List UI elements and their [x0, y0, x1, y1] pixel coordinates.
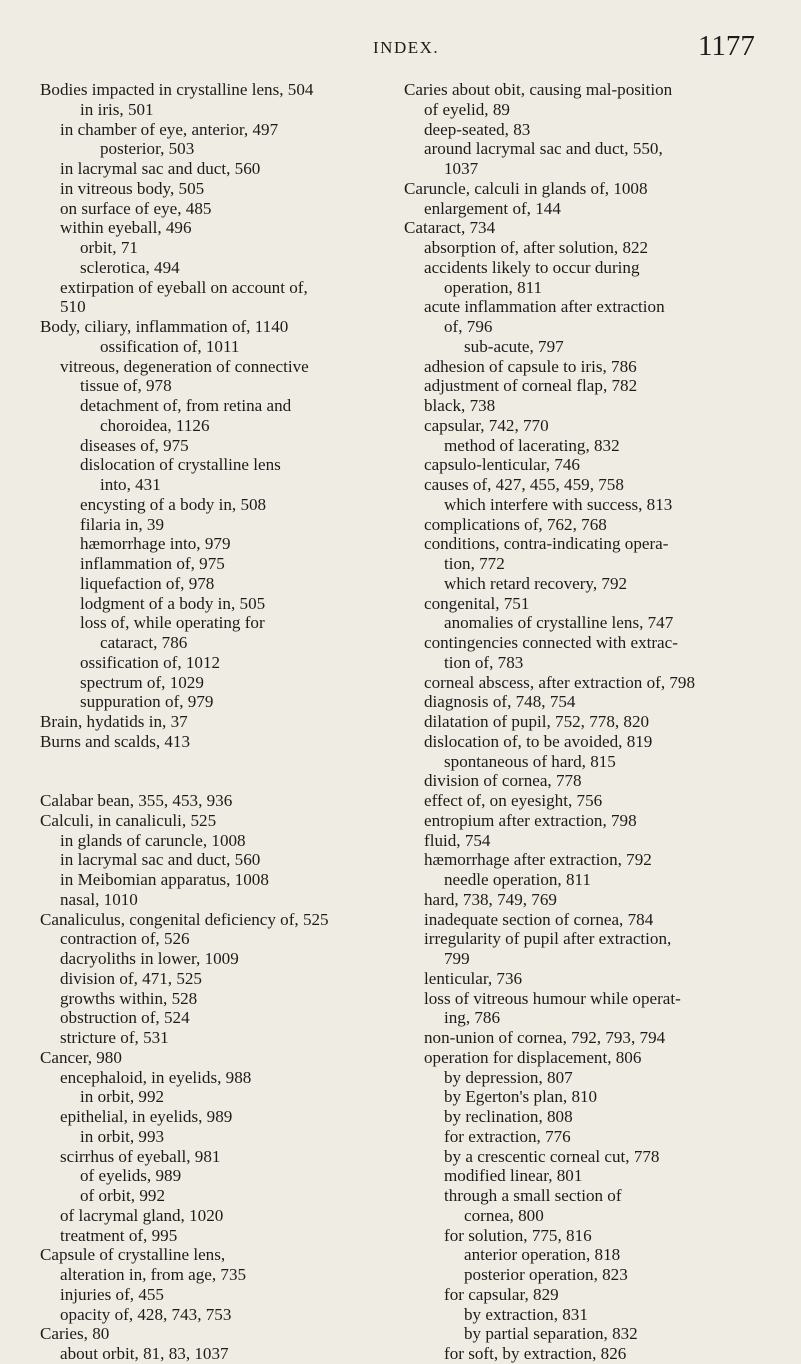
- index-subentry: obstruction of, 524: [60, 1008, 190, 1028]
- index-entry: Burns and scalds, 413: [40, 731, 191, 751]
- index-subentry: tissue of, 978: [80, 376, 172, 396]
- index-subentry: liquefaction of, 978: [80, 573, 215, 593]
- index-subentry: posterior operation, 823: [464, 1265, 628, 1284]
- index-subentry: for extraction, 776: [444, 1126, 571, 1146]
- index-subentry: black, 738: [424, 396, 496, 415]
- index-subentry: needle operation, 811: [444, 870, 591, 889]
- index-subentry: loss of vitreous humour while operat-: [424, 988, 681, 1008]
- index-subentry: diagnosis of, 748, 754: [424, 692, 576, 712]
- index-subentry: in vitreous body, 505: [60, 178, 205, 198]
- index-subentry: suppuration of, 979: [80, 692, 214, 712]
- index-subentry: injuries of, 455: [60, 1284, 164, 1304]
- index-subentry: diseases of, 975: [80, 435, 189, 455]
- index-subentry: congenital, 751: [424, 593, 530, 613]
- index-subentry: entropium after extraction, 798: [424, 810, 637, 830]
- index-spacer: [40, 752, 390, 772]
- index-entry: Caruncle, calculi in glands of, 1008: [404, 178, 648, 198]
- index-subentry: dislocation of crystalline lens: [80, 455, 281, 475]
- index-subentry: in orbit, 993: [80, 1126, 165, 1146]
- index-subentry: for solution, 775, 816: [444, 1225, 592, 1245]
- running-head: INDEX.: [373, 38, 440, 57]
- index-subentry: encephaloid, in eyelids, 988: [60, 1067, 252, 1087]
- index-column-right: [404, 80, 774, 1364]
- index-subentry: contingencies connected with extrac-: [424, 633, 678, 652]
- index-subentry: within eyeball, 496: [60, 218, 192, 238]
- index-entry: Calabar bean, 355, 453, 936: [40, 791, 233, 810]
- index-subentry: epithelial, in eyelids, 989: [60, 1107, 233, 1126]
- index-subentry: enlargement of, 144: [424, 198, 561, 218]
- index-subentry: alteration in, from age, 735: [60, 1265, 247, 1284]
- index-subentry: loss of, while operating for: [80, 613, 265, 633]
- index-subentry: by extraction, 831: [464, 1304, 588, 1324]
- index-subentry: by Egerton's plan, 810: [444, 1087, 598, 1107]
- index-subentry: accidents likely to occur during: [424, 257, 640, 277]
- index-subentry: sclerotica, 494: [80, 257, 180, 277]
- index-subentry: of, 796: [444, 317, 493, 336]
- index-column-left: [40, 80, 390, 1364]
- page-header: [0, 30, 801, 80]
- index-subentry: adhesion of capsule to iris, 786: [424, 356, 637, 376]
- index-subentry: complications of, 762, 768: [424, 514, 607, 534]
- index-subentry: ing, 786: [444, 1008, 501, 1028]
- index-subentry: in iris, 501: [80, 99, 154, 119]
- index-subentry: conditions, contra-indicating opera-: [424, 534, 669, 554]
- index-subentry: irregularity of pupil after extraction,: [424, 929, 672, 949]
- index-subentry: method of lacerating, 832: [444, 435, 620, 455]
- index-subentry: of eyelid, 89: [424, 99, 510, 119]
- index-subentry: fluid, 754: [424, 830, 491, 850]
- index-subentry: encysting of a body in, 508: [80, 494, 267, 514]
- index-subentry: non-union of cornea, 792, 793, 794: [424, 1028, 666, 1047]
- index-subentry: through a small section of: [444, 1186, 622, 1205]
- index-subentry: 1037: [444, 159, 479, 178]
- index-subentry: modified linear, 801: [444, 1166, 583, 1186]
- index-subentry: in Meibomian apparatus, 1008: [60, 870, 269, 889]
- index-subentry: in lacrymal sac and duct, 560: [60, 159, 261, 178]
- index-subentry: cornea, 800: [464, 1205, 544, 1225]
- index-subentry: ossification of, 1012: [80, 652, 221, 672]
- index-subentry: scirrhus of eyeball, 981: [60, 1146, 221, 1166]
- index-subentry: which retard recovery, 792: [444, 573, 628, 593]
- index-subentry: by partial separation, 832: [464, 1324, 638, 1344]
- index-subentry: lodgment of a body in, 505: [80, 593, 266, 613]
- index-subentry: inflammation of, 975: [80, 554, 225, 573]
- index-subentry: in glands of caruncle, 1008: [60, 830, 246, 850]
- index-subentry: 510: [60, 297, 86, 317]
- index-subentry: about orbit, 81, 83, 1037: [60, 1344, 229, 1363]
- index-subentry: hæmorrhage into, 979: [80, 534, 231, 554]
- index-entry: Calculi, in canaliculi, 525: [40, 810, 217, 830]
- index-subentry: on surface of eye, 485: [60, 198, 212, 218]
- index-subentry: tion of, 783: [444, 652, 524, 672]
- index-subentry: acute inflammation after extraction: [424, 297, 665, 317]
- index-subentry: extirpation of eyeball on account of,: [60, 277, 308, 297]
- index-subentry: 799: [444, 949, 470, 968]
- index-entry: Body, ciliary, inflammation of, 1140: [40, 317, 289, 336]
- index-subentry: of lacrymal gland, 1020: [60, 1205, 224, 1225]
- index-subentry: hard, 738, 749, 769: [424, 889, 557, 909]
- index-subentry: by a crescentic corneal cut, 778: [444, 1146, 660, 1166]
- index-subentry: sub-acute, 797: [464, 336, 564, 356]
- index-subentry: hæmorrhage after extraction, 792: [424, 850, 652, 870]
- index-subentry: spontaneous of hard, 815: [444, 751, 616, 771]
- index-subentry: stricture of, 531: [60, 1028, 169, 1047]
- index-subentry: around lacrymal sac and duct, 550,: [424, 139, 663, 159]
- index-subentry: by reclination, 808: [444, 1107, 573, 1126]
- index-subentry: dacryoliths in lower, 1009: [60, 949, 239, 968]
- index-subentry: operation, 811: [444, 277, 543, 297]
- index-subentry: dislocation of, to be avoided, 819: [424, 731, 653, 751]
- index-subentry: adjustment of corneal flap, 782: [424, 376, 638, 396]
- index-subentry: for soft, by extraction, 826: [444, 1344, 627, 1363]
- index-subentry: which interfere with success, 813: [444, 494, 673, 514]
- index-subentry: treatment of, 995: [60, 1225, 178, 1245]
- index-subentry: into, 431: [100, 475, 161, 494]
- index-entry: Canaliculus, congenital deficiency of, 525: [40, 909, 329, 929]
- index-subentry: absorption of, after solution, 822: [424, 238, 649, 257]
- index-subentry: tion, 772: [444, 554, 505, 573]
- index-subentry: division of cornea, 778: [424, 771, 582, 791]
- index-spacer: [40, 771, 390, 791]
- index-subentry: posterior, 503: [100, 139, 195, 159]
- index-entry: Cataract, 734: [404, 218, 496, 238]
- index-subentry: growths within, 528: [60, 988, 198, 1008]
- index-subentry: for capsular, 829: [444, 1284, 559, 1304]
- index-subentry: inadequate section of cornea, 784: [424, 909, 654, 929]
- index-subentry: of eyelids, 989: [80, 1166, 182, 1186]
- index-entry: Capsule of crystalline lens,: [40, 1245, 226, 1265]
- index-subentry: capsulo-lenticular, 746: [424, 455, 580, 475]
- index-subentry: deep-seated, 83: [424, 119, 531, 139]
- index-entry: Caries, 80: [40, 1324, 110, 1344]
- index-entry: Cancer, 980: [40, 1047, 122, 1067]
- index-subentry: contraction of, 526: [60, 929, 190, 949]
- index-subentry: of orbit, 992: [80, 1186, 165, 1205]
- index-entry: Brain, hydatids in, 37: [40, 712, 188, 731]
- index-subentry: nasal, 1010: [60, 889, 138, 909]
- page-number: 1177: [698, 30, 755, 62]
- index-subentry: filaria in, 39: [80, 514, 165, 534]
- index-subentry: division of, 471, 525: [60, 968, 202, 988]
- index-subentry: choroidea, 1126: [100, 415, 210, 435]
- index-entry: Bodies impacted in crystalline lens, 504: [40, 80, 314, 99]
- index-subentry: by depression, 807: [444, 1067, 573, 1087]
- index-subentry: anterior operation, 818: [464, 1245, 621, 1265]
- index-subentry: causes of, 427, 455, 459, 758: [424, 475, 624, 494]
- index-subentry: lenticular, 736: [424, 968, 523, 988]
- index-subentry: corneal abscess, after extraction of, 798: [424, 672, 696, 692]
- index-entry: Caries about obit, causing mal-position: [404, 80, 673, 99]
- index-subentry: in orbit, 992: [80, 1087, 165, 1107]
- index-subentry: operation for displacement, 806: [424, 1047, 642, 1067]
- index-subentry: spectrum of, 1029: [80, 672, 204, 692]
- index-subentry: in chamber of eye, anterior, 497: [60, 119, 279, 139]
- index-subentry: cataract, 786: [100, 633, 188, 652]
- index-subentry: detachment of, from retina and: [80, 396, 292, 415]
- index-subentry: in lacrymal sac and duct, 560: [60, 850, 261, 870]
- index-subentry: dilatation of pupil, 752, 778, 820: [424, 712, 650, 731]
- index-subentry: orbit, 71: [80, 238, 138, 257]
- index-subentry: capsular, 742, 770: [424, 415, 549, 435]
- index-subentry: vitreous, degeneration of connective: [60, 356, 309, 376]
- index-subentry: opacity of, 428, 743, 753: [60, 1304, 232, 1324]
- index-subentry: effect of, on eyesight, 756: [424, 791, 603, 810]
- index-subentry: ossification of, 1011: [100, 336, 240, 356]
- index-subentry: anomalies of crystalline lens, 747: [444, 613, 674, 633]
